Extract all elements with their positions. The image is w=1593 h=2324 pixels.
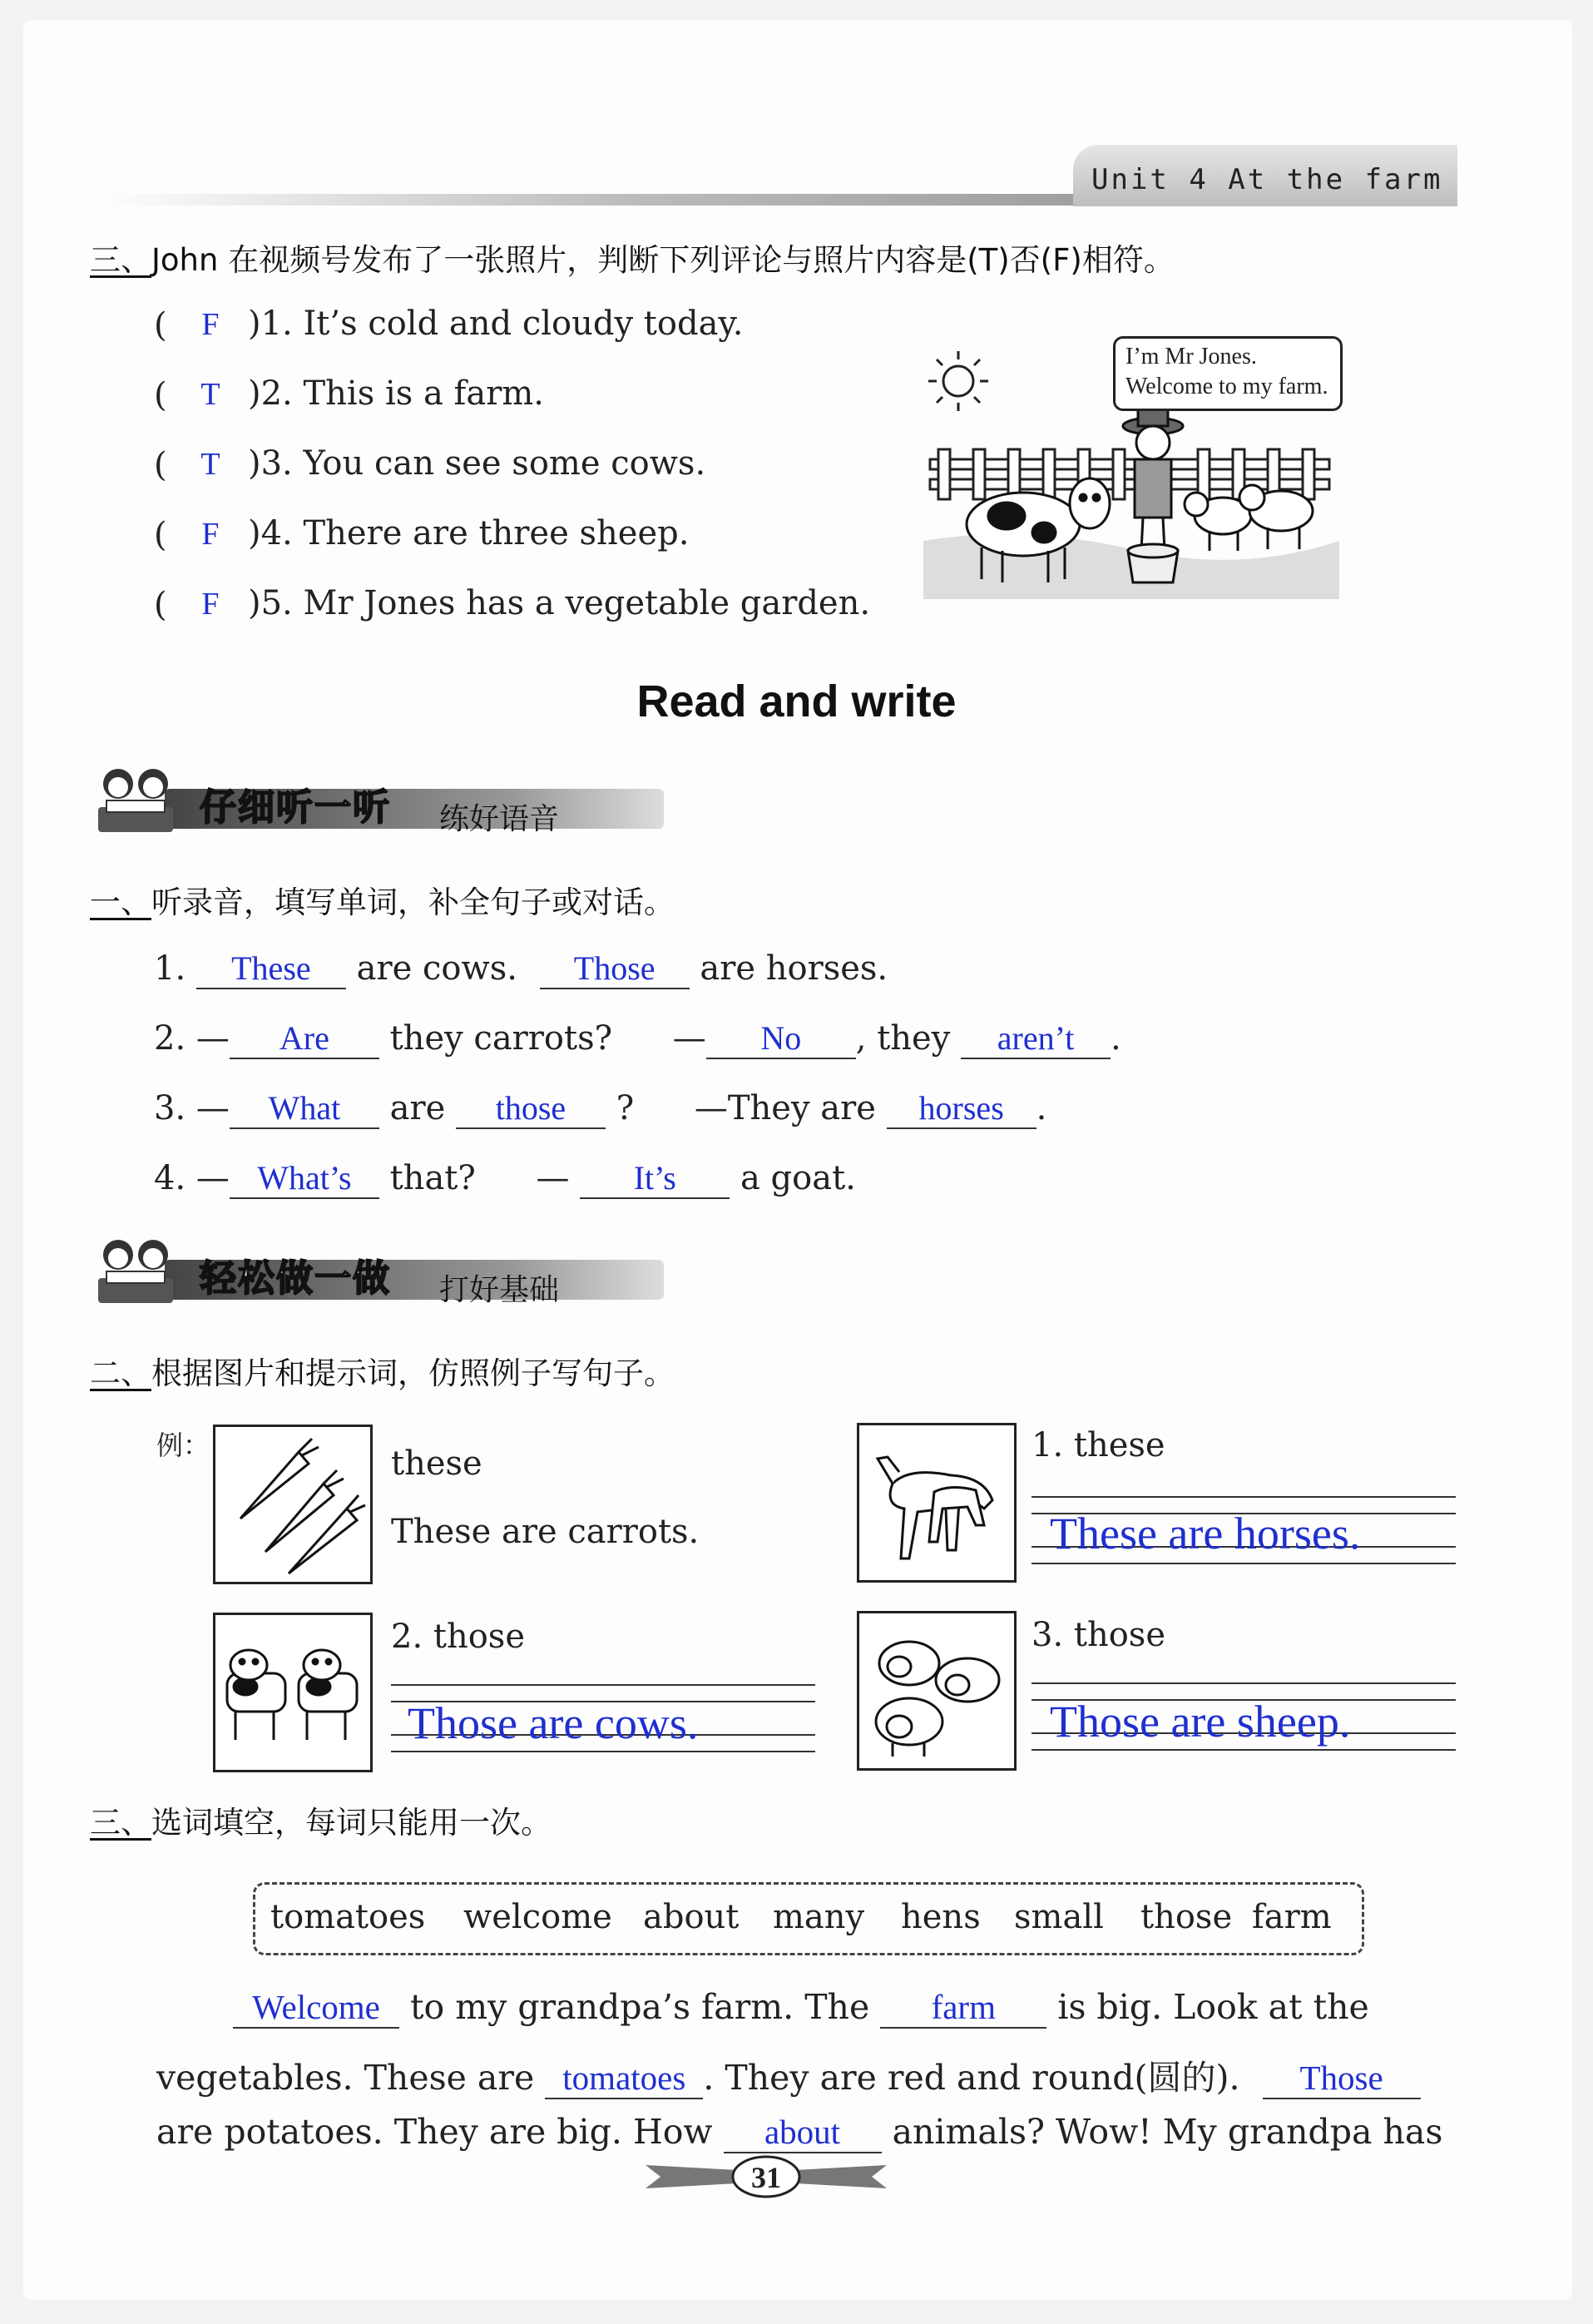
farm-illustration (923, 333, 1339, 599)
paren-open: ( (154, 586, 167, 624)
tf-answer-2[interactable]: T (200, 377, 220, 412)
q2-prompt: 2. those (391, 1618, 525, 1656)
word-bank-item: welcome (463, 1898, 612, 1936)
writing-line (391, 1751, 815, 1752)
word-bank-item: small (1014, 1898, 1104, 1936)
write-instruction: 根据图片和提示词，仿照例子写句子。 (151, 1355, 675, 1391)
section-3-instruction: John 在视频号发布了一张照片，判断下列评论与照片内容是(T)否(F)相符。 (151, 242, 1175, 278)
passage-text-3a: are potatoes. They are big. How (156, 2112, 713, 2152)
passage-line-1 (233, 1987, 1369, 2029)
paren-open: ( (154, 376, 167, 414)
section-3-title (90, 235, 1175, 280)
passage-blank-4[interactable]: Those (1263, 2058, 1421, 2099)
q1-prompt: 1. these (1031, 1426, 1165, 1464)
q1-blank-2[interactable]: Those (540, 949, 690, 989)
bucket (1128, 544, 1178, 582)
tf-answer-5[interactable]: F (201, 587, 220, 622)
listen-q2 (154, 1018, 1121, 1059)
passage-text-3b: animals? Wow! My grandpa has (892, 2112, 1443, 2152)
word-bank-item: those (1140, 1898, 1233, 1936)
word-bank (253, 1882, 1364, 1955)
q2-blank-3[interactable]: aren’t (961, 1018, 1111, 1059)
q4-number: 4. — (154, 1159, 230, 1197)
banner-practice (90, 1230, 689, 1321)
tf-statement-2: )2. This is a farm. (248, 374, 544, 413)
listen-instruction: 听录音，填写单词，补全句子或对话。 (151, 885, 675, 920)
sheep-picture (857, 1611, 1017, 1771)
passage-blank-5[interactable]: about (724, 2112, 882, 2153)
word-bank-item: farm (1252, 1898, 1332, 1936)
q2-number: 2. — (154, 1019, 230, 1058)
passage-blank-1[interactable]: Welcome (233, 1987, 399, 2029)
listen-q3 (154, 1088, 1046, 1129)
page-number: 31 (751, 2161, 781, 2194)
q1-blank-1[interactable]: These (196, 949, 346, 989)
banner-listen (90, 759, 689, 850)
q2-answer[interactable]: Those are cows. (408, 1698, 699, 1748)
q3-blank-3[interactable]: horses (887, 1088, 1036, 1129)
q2-blank-2[interactable]: No (706, 1018, 856, 1059)
listen-q1 (154, 949, 888, 989)
q4-dash: — (536, 1159, 570, 1197)
passage-blank-3[interactable]: tomatoes (545, 2058, 703, 2099)
q3-answer[interactable]: Those are sheep. (1050, 1697, 1351, 1747)
passage-text-2a: vegetables. These are (156, 2058, 535, 2098)
cows-picture (213, 1613, 373, 1772)
passage-text-2b: . They are red and round(圆的). (703, 2058, 1240, 2098)
banner-listen-title: 仔细听一听 (200, 786, 391, 829)
listen-q4 (154, 1158, 856, 1199)
reading-kids-icon (90, 759, 181, 842)
banner-listen-subtitle: 练好语音 (439, 802, 560, 836)
cow-icon (215, 1615, 370, 1770)
q4-blank-1[interactable]: What’s (230, 1158, 379, 1199)
speech-bubble (1113, 336, 1343, 411)
paren-open: ( (154, 446, 167, 484)
q4-blank-2[interactable]: It’s (580, 1158, 730, 1199)
carrots-picture (213, 1425, 373, 1584)
tf-statement-5: )5. Mr Jones has a vegetable garden. (248, 584, 871, 622)
q2-text-2: , they (855, 1019, 951, 1058)
page-number-badge (646, 2153, 887, 2200)
horse-icon (859, 1425, 1014, 1580)
listen-label: 一、 (90, 885, 151, 920)
example-sentence: These are carrots. (391, 1513, 700, 1551)
q3-text-1: are (389, 1089, 446, 1127)
word-bank-item: hens (901, 1898, 981, 1936)
choose-label: 三、 (90, 1805, 151, 1841)
choose-instruction: 选词填空，每词只能用一次。 (151, 1805, 552, 1841)
passage-line-3 (156, 2112, 1442, 2153)
horses-picture (857, 1423, 1017, 1583)
word-bank-item: about (643, 1898, 740, 1936)
q1-number: 1. (154, 949, 186, 988)
goat-figures (1185, 485, 1313, 551)
section-3-label: 三、 (90, 242, 151, 278)
q2-blank-1[interactable]: Are (230, 1018, 379, 1059)
writing-line (1031, 1496, 1456, 1498)
q1-text-2: are horses. (700, 949, 888, 988)
tf-answer-3[interactable]: T (200, 447, 220, 482)
choose-title (90, 1797, 552, 1842)
example-word: these (391, 1444, 482, 1483)
q3-text-2: ? (616, 1089, 635, 1127)
q2-text-3: . (1111, 1019, 1121, 1058)
passage-text-1b: is big. Look at the (1057, 1987, 1369, 2027)
passage-line-2 (156, 2050, 1421, 2099)
q3-text-4: . (1036, 1089, 1047, 1127)
writing-line (1031, 1749, 1456, 1751)
passage-blank-2[interactable]: farm (880, 1987, 1046, 2029)
q3-blank-2[interactable]: those (456, 1088, 606, 1129)
sun-icon (928, 351, 988, 411)
listen-title (90, 877, 675, 922)
q2-dash: — (672, 1019, 706, 1058)
carrot-icon (215, 1427, 370, 1582)
example-label: 例： (156, 1430, 210, 1461)
writing-line (391, 1684, 815, 1686)
q4-text-2: a goat. (740, 1159, 856, 1197)
writing-line (1031, 1563, 1456, 1564)
tf-answer-4[interactable]: F (201, 517, 220, 552)
passage-text-1a: to my grandpa’s farm. The (410, 1987, 870, 2027)
q1-text-1: are cows. (356, 949, 517, 988)
writing-line (1031, 1682, 1456, 1684)
q2-text-1: they carrots? (389, 1019, 613, 1058)
paren-open: ( (154, 516, 167, 554)
unit-title: Unit 4 At the farm (1091, 163, 1443, 196)
tf-statement-4: )4. There are three sheep. (248, 514, 690, 553)
tf-statement-1: )1. It’s cold and cloudy today. (248, 305, 744, 343)
q3-blank-1[interactable]: What (230, 1088, 379, 1129)
word-bank-item: many (773, 1898, 865, 1936)
paren-open: ( (154, 306, 167, 344)
q3-prompt: 3. those (1031, 1616, 1165, 1654)
q1-answer[interactable]: These are horses. (1050, 1509, 1361, 1558)
banner-practice-subtitle: 打好基础 (439, 1273, 560, 1307)
write-title (90, 1348, 675, 1393)
banner-practice-title: 轻松做一做 (200, 1257, 391, 1300)
speech-line-2: Welcome to my farm. (1125, 374, 1328, 399)
tf-answer-1[interactable]: F (201, 307, 220, 342)
reading-kids-icon (90, 1230, 181, 1313)
tf-statement-3: )3. You can see some cows. (248, 444, 706, 483)
word-bank-item: tomatoes (270, 1898, 426, 1936)
read-and-write-title: Read and write (636, 676, 957, 726)
write-label: 二、 (90, 1355, 151, 1391)
q3-text-3: —They are (694, 1089, 876, 1127)
speech-line-1: I’m Mr Jones. (1125, 344, 1257, 369)
q3-number: 3. — (154, 1089, 230, 1127)
sheep-icon (859, 1613, 1014, 1768)
q4-text-1: that? (389, 1159, 476, 1197)
